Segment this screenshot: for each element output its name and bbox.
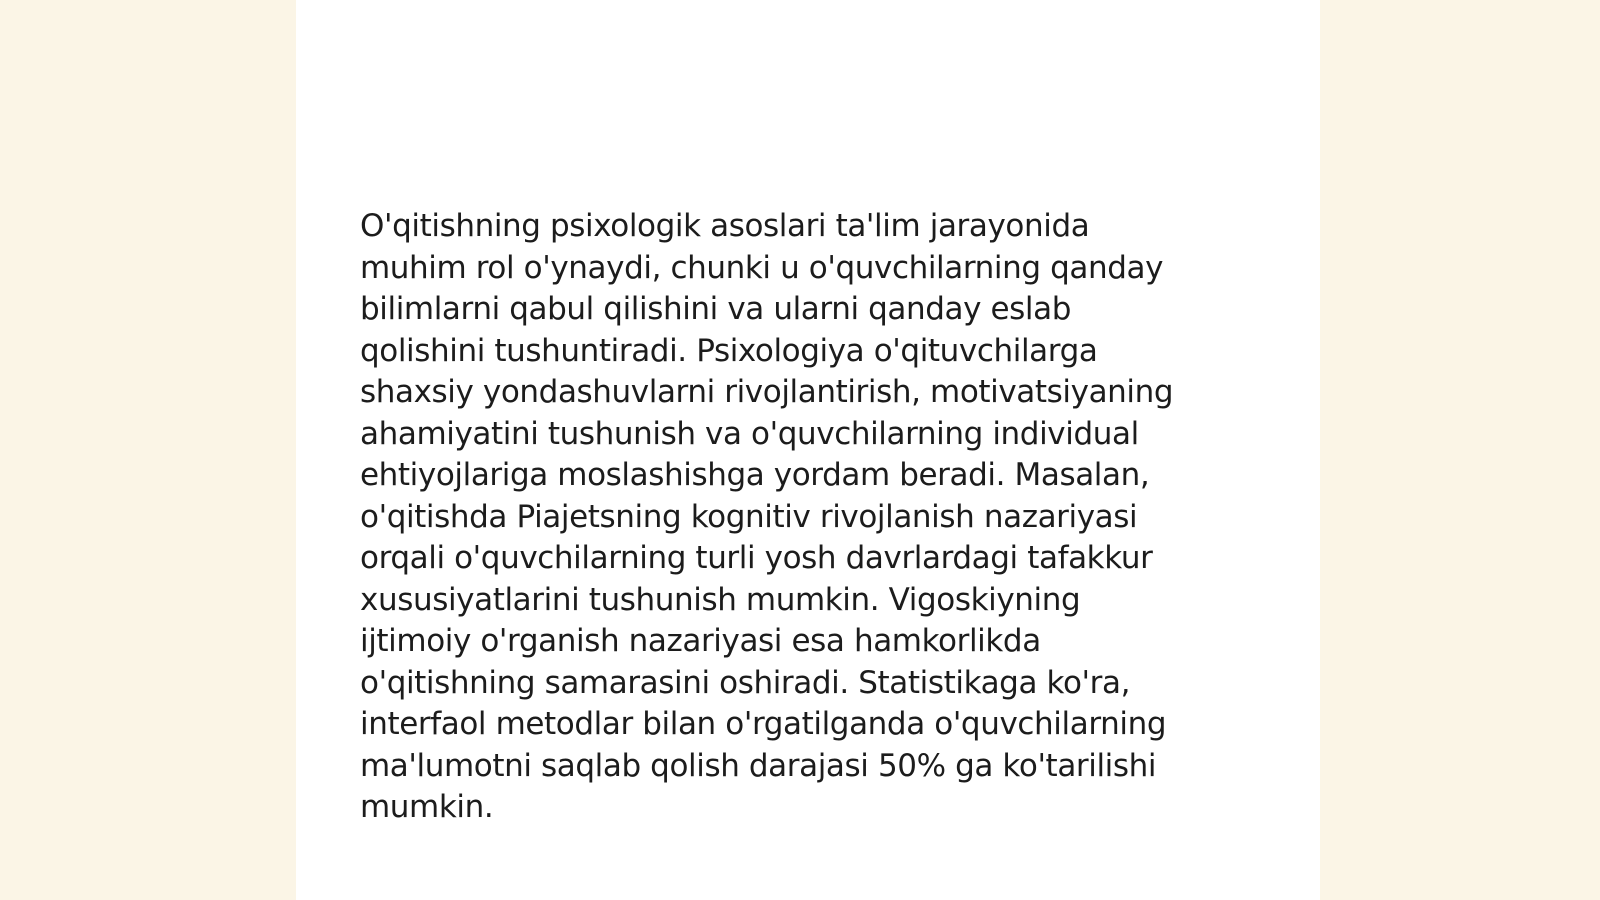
- body-line: xususiyatlarini tushunish mumkin. Vigoskiyning: [360, 581, 1081, 618]
- left-background-panel: [0, 0, 296, 900]
- body-line: O'qitishning psixologik asoslari ta'lim jarayonida: [360, 208, 1090, 244]
- body-line: qolishini tushuntiradi. Psixologiya o'qituvchilarga: [360, 332, 1098, 369]
- body-line: interfaol metodlar bilan o'rgatilganda o'quvchilarning: [360, 706, 1167, 742]
- body-line: ehtiyojlariga moslashishga yordam beradi. Masalan,: [360, 457, 1150, 493]
- body-line: bilimlarni qabul qilishini va ularni qanday eslab: [360, 291, 1072, 327]
- right-background-panel: [1320, 0, 1600, 900]
- body-line: o'qitishda Piajetsning kognitiv rivojlanish nazariyasi: [360, 498, 1138, 535]
- body-line: ahamiyatini tushunish va o'quvchilarning individual: [360, 415, 1139, 452]
- body-line: shaxsiy yondashuvlarni rivojlantirish, motivatsiyaning: [360, 374, 1174, 410]
- slide-page: [296, 0, 1320, 900]
- body-line: ma'lumotni saqlab qolish darajasi 50% ga ko'tarilishi: [360, 747, 1157, 784]
- body-line: mumkin.: [360, 789, 494, 825]
- body-line: muhim rol o'ynaydi, chunki u o'quvchilarning qanday: [360, 249, 1164, 286]
- body-line: o'qitishning samarasini oshiradi. Statistikaga ko'ra,: [360, 664, 1131, 701]
- body-line: orqali o'quvchilarning turli yosh davrlardagi tafakkur: [360, 540, 1153, 576]
- slide-body-text: [360, 206, 1260, 829]
- body-line: ijtimoiy o'rganish nazariyasi esa hamkorlikda: [360, 623, 1041, 659]
